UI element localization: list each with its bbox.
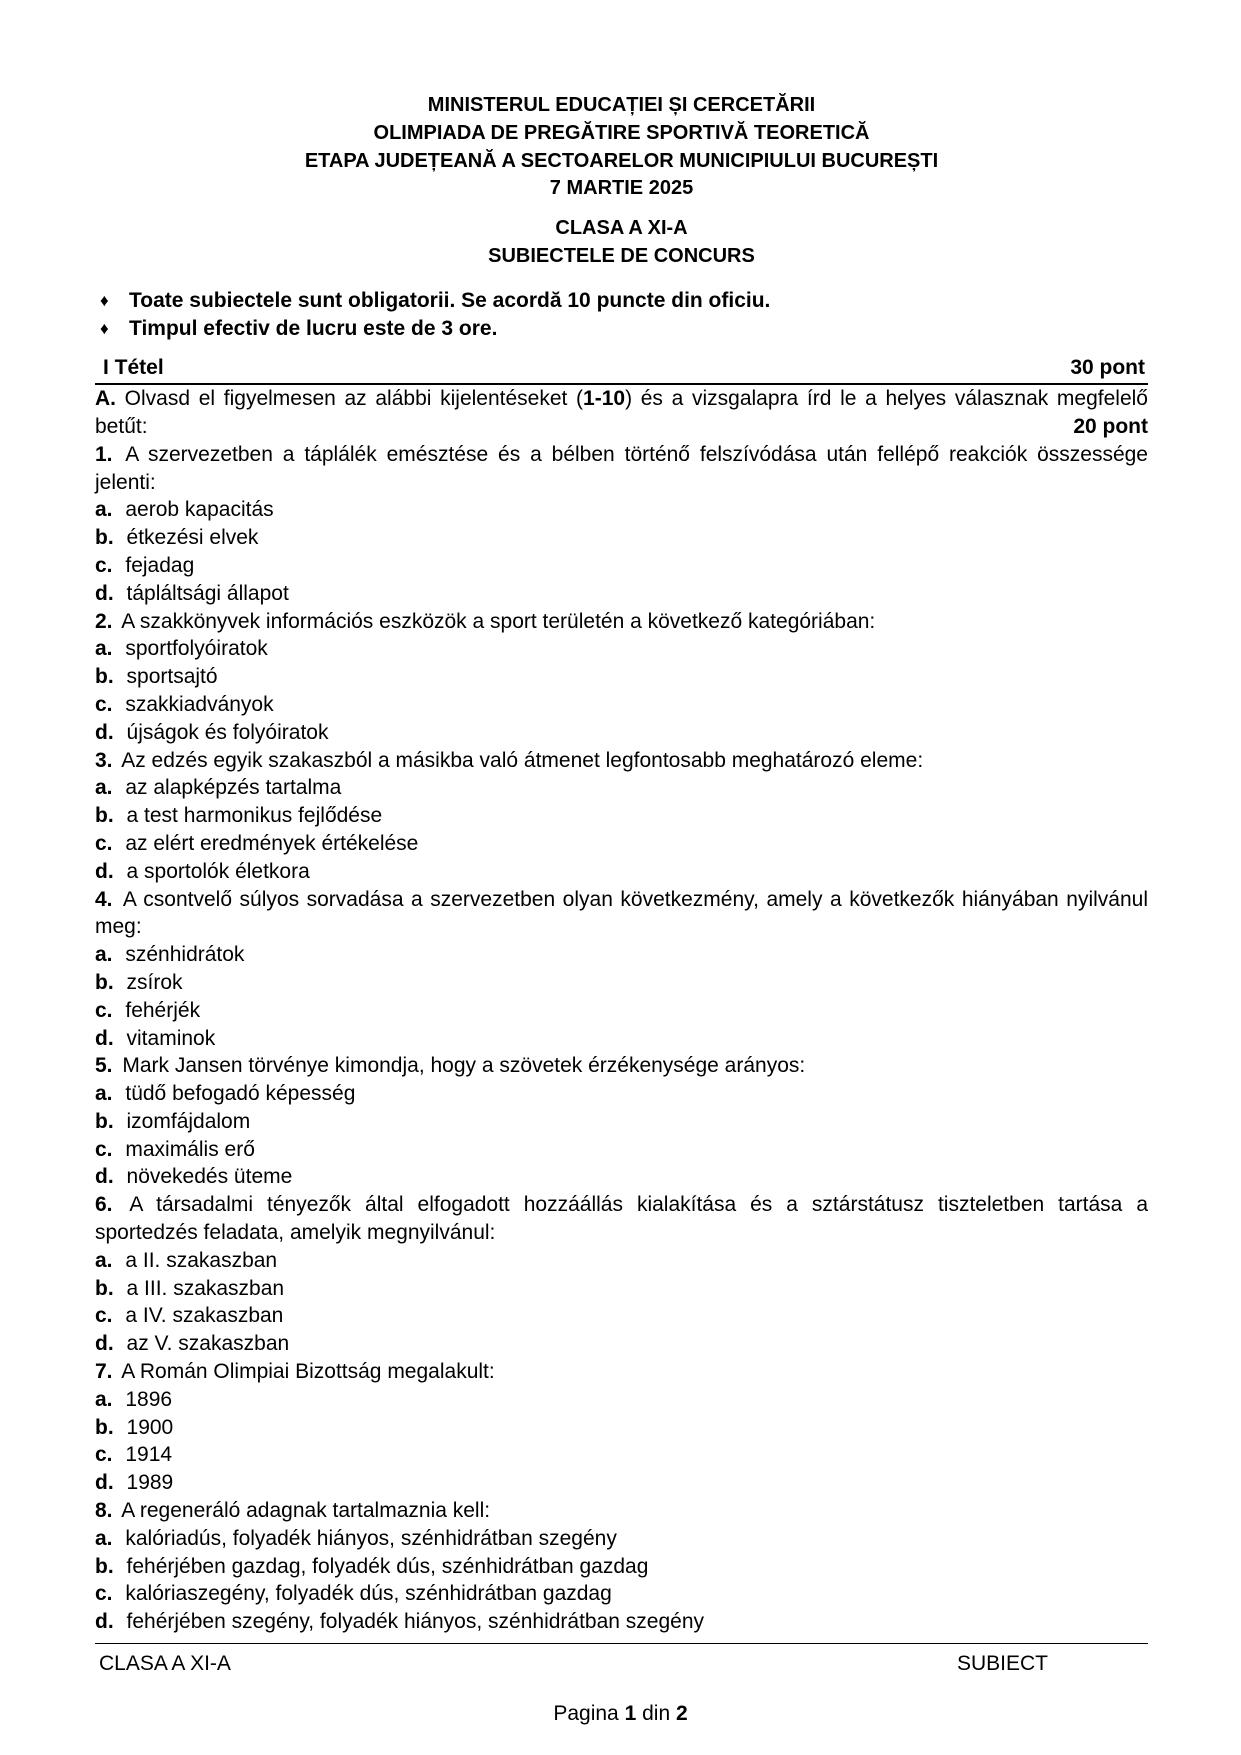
option-text: újságok és folyóiratok (126, 720, 329, 744)
answer-option (95, 524, 1148, 552)
page-label: Pagina (553, 1702, 619, 1725)
option-letter: a. (95, 776, 113, 800)
option-text: a IV. szakaszban (125, 1304, 284, 1328)
question-1 (95, 441, 1148, 608)
option-letter: d. (95, 859, 114, 883)
option-letter: c. (95, 692, 113, 716)
class-title: CLASA A XI-A (555, 217, 688, 240)
option-text: növekedés üteme (126, 1165, 293, 1189)
question-number: 6. (95, 1193, 113, 1217)
option-text: 1896 (125, 1387, 173, 1411)
diamond-bullet-icon: ♦ (100, 290, 109, 310)
question-5 (95, 1052, 1148, 1191)
page-current: 1 (624, 1702, 637, 1725)
answer-option (95, 1414, 1148, 1442)
question-2 (95, 608, 1148, 747)
answer-option (95, 496, 1148, 524)
document-header (95, 92, 1148, 203)
subjects-title: SUBIECTELE DE CONCURS (488, 244, 755, 267)
answer-option (95, 719, 1148, 747)
question-stem (95, 1052, 1148, 1080)
option-text: maximális erő (125, 1137, 255, 1161)
diamond-bullet-icon: ♦ (100, 318, 109, 338)
section-title: I Tétel (103, 356, 164, 380)
part-a-text-2: ) és a vizsgalapra írd le a helyes válasznak megfelelő betűt: (95, 387, 1148, 438)
option-text: zsírok (126, 970, 183, 994)
option-text: szakkiadványok (125, 692, 274, 716)
answer-option (95, 1525, 1148, 1553)
note-item (95, 315, 1148, 343)
option-text: étkezési elvek (126, 526, 259, 550)
option-text: kalóriadús, folyadék hiányos, szénhidrátban szegény (125, 1526, 617, 1550)
option-text: az elért eredmények értékelése (125, 831, 419, 855)
answer-option (95, 1136, 1148, 1164)
question-stem (95, 1497, 1148, 1525)
part-a-points: 20 pont (1073, 414, 1148, 438)
option-letter: d. (95, 1610, 114, 1634)
option-text: a II. szakaszban (125, 1248, 278, 1272)
question-stem (95, 886, 1148, 942)
option-text: az V. szakaszban (126, 1332, 290, 1356)
option-text: a sportolók életkora (126, 859, 310, 883)
answer-option (95, 1330, 1148, 1358)
question-stem (95, 1358, 1148, 1386)
answer-option (95, 1302, 1148, 1330)
answer-option (95, 1469, 1148, 1497)
part-a-instruction (95, 385, 1148, 441)
option-letter: c. (95, 1443, 113, 1467)
date-line: 7 MARTIE 2025 (549, 177, 694, 200)
class-header (95, 215, 1148, 271)
option-letter: b. (95, 1276, 114, 1300)
question-number: 5. (95, 1054, 113, 1078)
answer-option (95, 1247, 1148, 1275)
question-number: 1. (95, 442, 113, 466)
option-text: szénhidrátok (125, 943, 245, 967)
question-text: A regeneráló adagnak tartalmaznia kell: (121, 1499, 491, 1523)
option-text: fehérjék (125, 998, 201, 1022)
ministry-title: MINISTERUL EDUCAȚIEI ȘI CERCETĂRII (427, 94, 816, 116)
option-text: izomfájdalom (126, 1109, 251, 1133)
option-text: 1989 (126, 1471, 174, 1495)
answer-option (95, 941, 1148, 969)
option-text: sportfolyóiratok (125, 637, 268, 661)
option-letter: d. (95, 581, 114, 605)
option-letter: d. (95, 720, 114, 744)
option-text: kalóriaszegény, folyadék dús, szénhidrátban gazdag (125, 1582, 612, 1606)
question-stem (95, 747, 1148, 775)
note-text: Toate subiectele sunt obligatorii. Se acordă 10 puncte din oficiu. (129, 288, 771, 312)
note-item (95, 287, 1148, 315)
answer-option (95, 802, 1148, 830)
option-text: a test harmonikus fejlődése (126, 804, 383, 828)
option-letter: a. (95, 1082, 113, 1106)
option-letter: b. (95, 970, 114, 994)
answer-option (95, 830, 1148, 858)
page-footer (95, 1643, 1148, 1678)
option-letter: c. (95, 1304, 113, 1328)
option-letter: a. (95, 637, 113, 661)
question-number: 7. (95, 1360, 113, 1384)
option-text: tápláltsági állapot (126, 581, 289, 605)
option-letter: c. (95, 1582, 113, 1606)
section-points: 30 pont (1070, 356, 1145, 380)
answer-option (95, 580, 1148, 608)
option-letter: c. (95, 998, 113, 1022)
footer-subject-label: SUBIECT (956, 1652, 1048, 1675)
instructions-notes (95, 287, 1148, 343)
option-text: 1914 (125, 1443, 173, 1467)
answer-option (95, 1441, 1148, 1469)
question-stem (95, 608, 1148, 636)
answer-option (95, 1025, 1148, 1053)
option-text: vitaminok (126, 1026, 216, 1050)
option-letter: a. (95, 1248, 113, 1272)
answer-option (95, 1580, 1148, 1608)
answer-option (95, 1080, 1148, 1108)
option-letter: b. (95, 1415, 114, 1439)
section-header (95, 354, 1148, 385)
part-a-label: A. (95, 387, 116, 411)
option-text: sportsajtó (126, 665, 218, 689)
part-a-text-1: Olvasd el figyelmesen az alábbi kijelentéseket ( (116, 387, 584, 411)
question-text: A társadalmi tényezők által elfogadott hozzáállás kialakítása és a sztárstátusz tiszteletben tartása a sportedzés feladata, amelyik megnyilvánul: (95, 1193, 1148, 1245)
option-letter: a. (95, 1526, 113, 1550)
option-letter: a. (95, 1387, 113, 1411)
option-letter: d. (95, 1165, 114, 1189)
question-number: 2. (95, 609, 113, 633)
option-text: 1900 (126, 1415, 174, 1439)
question-3 (95, 747, 1148, 886)
option-text: tüdő befogadó képesség (125, 1082, 356, 1106)
option-letter: b. (95, 1109, 114, 1133)
answer-option (95, 858, 1148, 886)
option-letter: d. (95, 1332, 114, 1356)
option-letter: c. (95, 1137, 113, 1161)
option-text: aerob kapacitás (125, 498, 274, 522)
answer-option (95, 774, 1148, 802)
question-number: 3. (95, 748, 113, 772)
question-number: 4. (95, 887, 113, 911)
option-text: fejadag (125, 553, 195, 577)
page-separator: din (642, 1702, 671, 1725)
option-text: fehérjében szegény, folyadék hiányos, szénhidrátban szegény (126, 1610, 705, 1634)
note-text: Timpul efectiv de lucru este de 3 ore. (129, 316, 498, 340)
option-letter: d. (95, 1026, 114, 1050)
answer-option (95, 552, 1148, 580)
stage-title: ETAPA JUDEȚEANĂ A SECTOARELOR MUNICIPIULUI BUCUREȘTI (304, 149, 939, 172)
footer-class-label: CLASA A XI-A (99, 1652, 231, 1675)
answer-option (95, 1386, 1148, 1414)
option-letter: b. (95, 526, 114, 550)
question-8 (95, 1497, 1148, 1636)
option-letter: a. (95, 498, 113, 522)
page-total: 2 (675, 1702, 688, 1725)
answer-option (95, 997, 1148, 1025)
option-letter: c. (95, 831, 113, 855)
question-number: 8. (95, 1499, 113, 1523)
option-letter: a. (95, 943, 113, 967)
option-letter: b. (95, 1554, 114, 1578)
option-text: az alapképzés tartalma (125, 776, 342, 800)
option-letter: d. (95, 1471, 114, 1495)
answer-option (95, 1608, 1148, 1636)
answer-option (95, 635, 1148, 663)
answer-option (95, 1275, 1148, 1303)
answer-option (95, 1553, 1148, 1581)
question-text: A Román Olimpiai Bizottság megalakult: (121, 1360, 495, 1384)
question-text: Mark Jansen törvénye kimondja, hogy a szövetek érzékenysége arányos: (122, 1054, 806, 1078)
option-letter: b. (95, 804, 114, 828)
question-text: Az edzés egyik szakaszból a másikba való átmenet legfontosabb meghatározó eleme: (121, 748, 924, 772)
page-number (0, 1700, 1241, 1728)
part-a-range: 1-10 (583, 387, 626, 411)
question-6 (95, 1191, 1148, 1358)
answer-option (95, 1108, 1148, 1136)
answer-option (95, 663, 1148, 691)
olympiad-title: OLIMPIADA DE PREGĂTIRE SPORTIVĂ TEORETICĂ (373, 121, 870, 144)
question-7 (95, 1358, 1148, 1497)
question-stem (95, 1191, 1148, 1247)
question-stem (95, 441, 1148, 497)
answer-option (95, 1163, 1148, 1191)
question-text: A szervezetben a táplálék emésztése és a bélben történő felszívódása után fellépő reakciók összessége jelenti: (95, 442, 1148, 494)
option-letter: b. (95, 665, 114, 689)
answer-option (95, 969, 1148, 997)
option-text: fehérjében gazdag, folyadék dús, szénhidrátban gazdag (126, 1554, 649, 1578)
option-text: a III. szakaszban (126, 1276, 285, 1300)
question-list (95, 441, 1148, 1636)
question-text: A szakkönyvek információs eszközök a sport területén a következő kategóriában: (121, 609, 876, 633)
question-4 (95, 886, 1148, 1053)
answer-option (95, 691, 1148, 719)
question-text: A csontvelő súlyos sorvadása a szervezetben olyan következmény, amely a következők hiányában nyilvánul meg: (95, 887, 1148, 939)
option-letter: c. (95, 553, 113, 577)
